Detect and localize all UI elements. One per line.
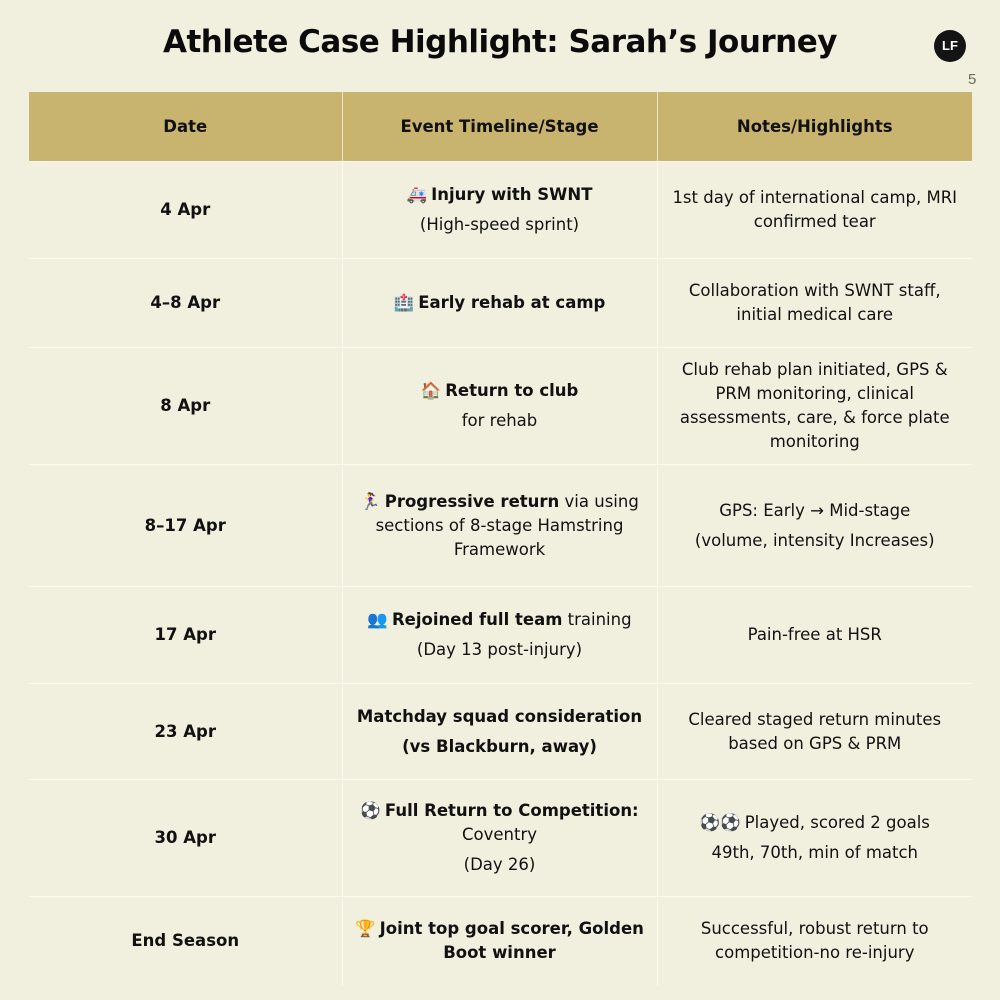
page-title: Athlete Case Highlight: Sarah’s Journey bbox=[163, 24, 837, 60]
row-event bbox=[342, 162, 657, 259]
row-notes: Pain-free at HSR bbox=[657, 587, 972, 684]
row-notes: Successful, robust return to competition-no re-injury bbox=[657, 897, 972, 986]
event-title: Rejoined full team bbox=[391, 610, 563, 629]
table-row bbox=[29, 897, 972, 986]
event-detail: Coventry bbox=[461, 825, 537, 844]
event-title: Full Return to Competition: bbox=[384, 801, 639, 820]
table-row bbox=[29, 348, 972, 465]
row-notes: Cleared staged return minutes based on GPS & PRM bbox=[657, 684, 972, 780]
row-date: 8 Apr bbox=[29, 348, 342, 465]
row-event bbox=[342, 348, 657, 465]
notes-text: Played, scored 2 goals bbox=[744, 813, 930, 832]
table-row bbox=[29, 162, 972, 259]
row-event bbox=[342, 897, 657, 986]
row-notes: Collaboration with SWNT staff, initial medical care bbox=[657, 259, 972, 348]
row-notes: Club rehab plan initiated, GPS & PRM monitoring, clinical assessments, care, & force plate monitoring bbox=[657, 348, 972, 465]
row-date: 23 Apr bbox=[29, 684, 342, 780]
row-date: End Season bbox=[29, 897, 342, 986]
trophy-icon: 🏆 bbox=[355, 919, 376, 939]
header-event: Event Timeline/Stage bbox=[342, 92, 657, 162]
row-event bbox=[342, 465, 657, 587]
soccer-ball-icon: ⚽ bbox=[360, 801, 381, 820]
row-event bbox=[342, 780, 657, 897]
notes-text: GPS: Early → Mid-stage bbox=[719, 500, 911, 520]
row-notes bbox=[657, 465, 972, 587]
row-date: 8–17 Apr bbox=[29, 465, 342, 587]
house-icon: 🏠 bbox=[420, 381, 442, 400]
row-date: 4–8 Apr bbox=[29, 259, 342, 348]
event-subtitle: (High-speed sprint) bbox=[419, 215, 580, 234]
table-row bbox=[29, 684, 972, 780]
page-number: 5 bbox=[968, 71, 977, 88]
event-subtitle: for rehab bbox=[461, 411, 538, 430]
header-date: Date bbox=[29, 92, 342, 162]
event-title: Joint top goal scorer, Golden Boot winner bbox=[379, 919, 644, 963]
table-row bbox=[29, 465, 972, 587]
event-detail: training bbox=[562, 610, 632, 629]
row-event bbox=[342, 587, 657, 684]
header-notes: Notes/Highlights bbox=[657, 92, 972, 162]
event-subtitle: (Day 26) bbox=[463, 855, 536, 874]
soccer-balls-icon: ⚽⚽ bbox=[699, 813, 741, 832]
event-title: Early rehab at camp bbox=[418, 293, 606, 312]
row-notes bbox=[657, 780, 972, 897]
table-header-row bbox=[29, 92, 972, 162]
brand-logo: LF bbox=[934, 30, 966, 62]
row-event bbox=[342, 684, 657, 780]
event-title: Return to club bbox=[445, 381, 579, 400]
event-title: Matchday squad consideration bbox=[356, 706, 643, 726]
runner-icon: 🏃‍♀️ bbox=[360, 491, 381, 511]
notes-subtext: (volume, intensity Increases) bbox=[694, 530, 935, 550]
table-row bbox=[29, 587, 972, 684]
row-date: 17 Apr bbox=[29, 587, 342, 684]
event-title: Progressive return bbox=[384, 491, 560, 511]
event-title: Injury with SWNT bbox=[431, 185, 593, 204]
ambulance-icon: 🚑 bbox=[406, 185, 428, 204]
table-row bbox=[29, 259, 972, 348]
event-detail: via using sections of 8-stage Hamstring Framework bbox=[375, 491, 639, 559]
row-notes: 1st day of international camp, MRI confirmed tear bbox=[657, 162, 972, 259]
event-subtitle: (Day 13 post-injury) bbox=[416, 640, 583, 659]
row-date: 30 Apr bbox=[29, 780, 342, 897]
hospital-icon: 🏥 bbox=[393, 293, 415, 312]
event-subtitle: (vs Blackburn, away) bbox=[402, 736, 597, 756]
people-icon: 👥 bbox=[367, 610, 388, 629]
row-event bbox=[342, 259, 657, 348]
notes-subtext: 49th, 70th, min of match bbox=[711, 843, 919, 862]
table-row bbox=[29, 780, 972, 897]
journey-table bbox=[29, 92, 972, 986]
row-date: 4 Apr bbox=[29, 162, 342, 259]
